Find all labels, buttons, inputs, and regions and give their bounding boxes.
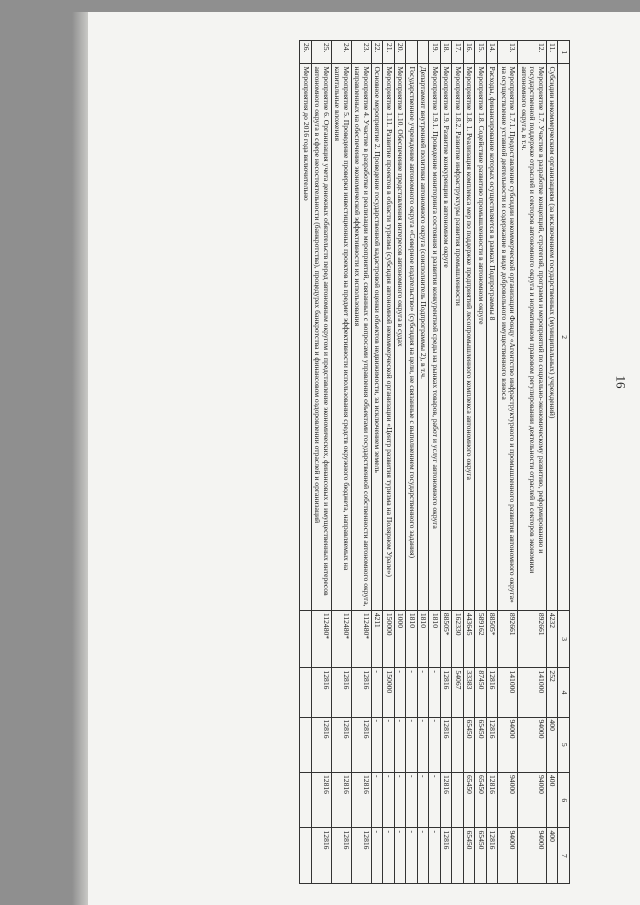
value-cell: - — [372, 828, 384, 884]
value-cell: 589162 — [475, 610, 487, 668]
value-cell: - — [383, 828, 395, 884]
value-cell: 94000 — [518, 828, 547, 884]
value-cell: 94000 — [498, 772, 518, 827]
value-cell: 94000 — [518, 772, 547, 827]
row-number-cell: 12. — [518, 41, 547, 64]
value-cell: 892661 — [518, 610, 547, 668]
value-cell: - — [395, 828, 407, 884]
value-cell: 12816 — [441, 828, 453, 884]
value-cell: 12816 — [352, 668, 372, 717]
description-cell: Мероприятие 1.9. Развитие конкуренции в автономном округе — [441, 64, 453, 610]
header-cell: 6 — [558, 772, 570, 827]
row-number-cell: 26. — [300, 41, 312, 64]
table-row — [332, 41, 352, 884]
table-row — [352, 41, 372, 884]
value-cell: 88505* — [441, 610, 453, 668]
table-row — [498, 41, 518, 884]
value-cell: 12816 — [441, 717, 453, 772]
value-cell: 252 — [547, 668, 559, 717]
value-cell: 65450 — [475, 772, 487, 827]
value-cell: 12816 — [312, 828, 332, 884]
value-cell: 12816 — [332, 772, 352, 827]
value-cell: - — [395, 668, 407, 717]
value-cell: - — [383, 772, 395, 827]
value-cell: 141000 — [498, 668, 518, 717]
document-page — [88, 12, 640, 905]
value-cell: 4232 — [547, 610, 559, 668]
row-number-cell: 17. — [452, 41, 464, 64]
value-cell: 12816 — [441, 668, 453, 717]
value-cell: 94000 — [498, 828, 518, 884]
value-cell: - — [418, 828, 430, 884]
row-number-cell — [418, 41, 430, 64]
value-cell: - — [372, 717, 384, 772]
value-cell: - — [429, 828, 441, 884]
row-number-cell: 14. — [487, 41, 499, 64]
value-cell: - — [395, 717, 407, 772]
description-cell: Мероприятие 1.11. Развитие проектов в области туризма (субсидия автономной некоммерческой организации «Центр развития туризма на Полярном Урале») — [383, 64, 395, 610]
table-row — [518, 41, 547, 884]
table-row — [547, 41, 559, 884]
value-cell: 150000 — [383, 610, 395, 668]
value-cell: 65450 — [475, 717, 487, 772]
table-body — [300, 41, 558, 884]
value-cell: 400 — [547, 772, 559, 827]
value-cell: 1000 — [395, 610, 407, 668]
value-cell: - — [372, 668, 384, 717]
value-cell: 1810 — [429, 610, 441, 668]
value-cell: 87450 — [475, 668, 487, 717]
value-cell: 112480* — [332, 610, 352, 668]
value-cell: 12816 — [332, 828, 352, 884]
row-number-cell: 25. — [312, 41, 332, 64]
description-cell: Мероприятие 1.7.1. Предоставление субсидии некоммерческой организации Фонду «Агентство инфраструктурного и промышленного развития автономного округа» на осуществление уставной деятельности и содержание в виде добровольного имущественного взноса — [498, 64, 518, 610]
value-cell — [300, 772, 312, 827]
value-cell: 12816 — [312, 717, 332, 772]
value-cell — [452, 717, 464, 772]
scan-shadow — [72, 12, 88, 905]
value-cell — [300, 828, 312, 884]
value-cell: 1810 — [418, 610, 430, 668]
description-cell: Государственное учреждение автономного округа «Северное издательство» (субсидия на цели, не связанные с выполнением государственного задания) — [406, 64, 418, 610]
value-cell: 12816 — [487, 828, 499, 884]
table-row — [395, 41, 407, 884]
value-cell: 33383 — [464, 668, 476, 717]
row-number-cell: 20. — [395, 41, 407, 64]
description-cell: Мероприятие 1.9.1. Проведение мониторинга состояния и развития конкурентной среды на рынках товаров, работ и услуг автономного округа — [429, 64, 441, 610]
table-row — [372, 41, 384, 884]
rotated-table-container — [130, 40, 570, 884]
value-cell — [452, 772, 464, 827]
table-row — [487, 41, 499, 884]
header-cell: 7 — [558, 828, 570, 884]
value-cell: - — [395, 772, 407, 827]
description-cell: Мероприятие 1.8. Содействие развитию промышленности в автономном округе — [475, 64, 487, 610]
header-cell: 4 — [558, 668, 570, 717]
value-cell: 112480* — [352, 610, 372, 668]
value-cell: 12816 — [332, 717, 352, 772]
table-row — [300, 41, 312, 884]
value-cell: - — [418, 772, 430, 827]
row-number-cell: 23. — [352, 41, 372, 64]
description-cell: Мероприятие 1.7. Участие в разработке концепций, стратегий, программ и мероприятий по социально-экономическому развитию, реформированию и государственной поддержке отраслей и секторов автономного округа и нормативном правовом регулировании деятельности отраслей и секторов экономики автономного округа, в т.ч. — [518, 64, 547, 610]
value-cell: - — [429, 772, 441, 827]
value-cell: - — [429, 668, 441, 717]
value-cell: 65450 — [464, 772, 476, 827]
value-cell — [452, 828, 464, 884]
header-cell: 5 — [558, 717, 570, 772]
description-cell: Департамент внутренней политики автономного округа (соисполнитель Подпрограммы 2), в т.ч. — [418, 64, 430, 610]
header-cell: 1 — [558, 41, 570, 64]
row-number-cell: 21. — [383, 41, 395, 64]
description-cell: Мероприятие 1.10. Обеспечение представления интересов автономного округа в судах — [395, 64, 407, 610]
value-cell: 94000 — [518, 717, 547, 772]
value-cell: 12816 — [312, 772, 332, 827]
table-row — [464, 41, 476, 884]
row-number-cell: 18. — [441, 41, 453, 64]
value-cell: 12816 — [352, 772, 372, 827]
value-cell: - — [429, 717, 441, 772]
header-cell: 3 — [558, 610, 570, 668]
value-cell: 1810 — [406, 610, 418, 668]
value-cell: 12816 — [352, 828, 372, 884]
value-cell: 400 — [547, 717, 559, 772]
value-cell: 12816 — [487, 772, 499, 827]
row-number-cell: 22. — [372, 41, 384, 64]
value-cell: 54067 — [452, 668, 464, 717]
value-cell: 65450 — [464, 828, 476, 884]
budget-table — [300, 40, 571, 884]
description-cell: Мероприятие 6. Организация учета денежных обязательств перед автономным округом и представление экономических, финансовых и имущественных интересов автономного округа в сфере несостоятельности (банкротства), процедурах банкротства и финансовом оздоровлении отраслей и организаций — [312, 64, 332, 610]
description-cell: Субсидии некоммерческим организациям (за исключением государственных (муниципальных) учреждений) — [547, 64, 559, 610]
description-cell: Мероприятие 4. Участие в разработке и реализации мероприятий, связанных с вопросами управления объектами государственной собственности автономного округа, направленных на обеспечение экономической эффективности их использования — [352, 64, 372, 610]
value-cell: 94000 — [498, 717, 518, 772]
row-number-cell: 24. — [332, 41, 352, 64]
description-cell: Мероприятие 1.8.2. Развитие инфраструктуры развития промышленности — [452, 64, 464, 610]
value-cell: 162330 — [452, 610, 464, 668]
value-cell: 12816 — [441, 772, 453, 827]
value-cell: 12816 — [487, 668, 499, 717]
value-cell — [300, 717, 312, 772]
row-number-cell: 13. — [498, 41, 518, 64]
value-cell: 12816 — [352, 717, 372, 772]
table-row — [312, 41, 332, 884]
description-cell: Мероприятие 1.8. 1. Реализация комплекса мер по поддержке предприятий лесопромышленного комплекса автономного округа — [464, 64, 476, 610]
value-cell: - — [406, 772, 418, 827]
value-cell: - — [383, 717, 395, 772]
value-cell: 65450 — [475, 828, 487, 884]
row-number-cell: 11. — [547, 41, 559, 64]
value-cell: 443645 — [464, 610, 476, 668]
value-cell: 88505* — [487, 610, 499, 668]
value-cell: 12816 — [487, 717, 499, 772]
description-cell: Мероприятия до 2016 года включительно — [300, 64, 312, 610]
table-row — [429, 41, 441, 884]
value-cell: - — [406, 668, 418, 717]
value-cell: - — [406, 717, 418, 772]
value-cell — [300, 610, 312, 668]
value-cell: - — [418, 717, 430, 772]
value-cell: 4211 — [372, 610, 384, 668]
table-row — [383, 41, 395, 884]
value-cell: 400 — [547, 828, 559, 884]
table-row — [475, 41, 487, 884]
table-header-row — [558, 41, 570, 884]
value-cell: - — [418, 668, 430, 717]
value-cell: - — [406, 828, 418, 884]
row-number-cell: 19. — [429, 41, 441, 64]
description-cell: Мероприятие 5. Проведение проверки инвестиционных проектов на предмет эффективности использования средств окружного бюджета, направляемых на капитальные вложения — [332, 64, 352, 610]
row-number-cell: 15. — [475, 41, 487, 64]
description-cell: Расходы, финансирование которых осуществляется в рамках Подпрограммы 8 — [487, 64, 499, 610]
row-number-cell: 16. — [464, 41, 476, 64]
value-cell: 892661 — [498, 610, 518, 668]
value-cell — [300, 668, 312, 717]
value-cell: 150000 — [383, 668, 395, 717]
value-cell: - — [372, 772, 384, 827]
table-row — [418, 41, 430, 884]
value-cell: 112480* — [312, 610, 332, 668]
table-row — [441, 41, 453, 884]
page-number: 16 — [613, 375, 629, 389]
row-number-cell — [406, 41, 418, 64]
header-cell: 2 — [558, 64, 570, 610]
table-row — [406, 41, 418, 884]
table-row — [452, 41, 464, 884]
value-cell: 12816 — [332, 668, 352, 717]
value-cell: 65450 — [464, 717, 476, 772]
value-cell: 12816 — [312, 668, 332, 717]
value-cell: 141000 — [518, 668, 547, 717]
description-cell: Основное мероприятие 2. Проведение государственной кадастровой оценки объектов недвижимости, за исключением земель — [372, 64, 384, 610]
